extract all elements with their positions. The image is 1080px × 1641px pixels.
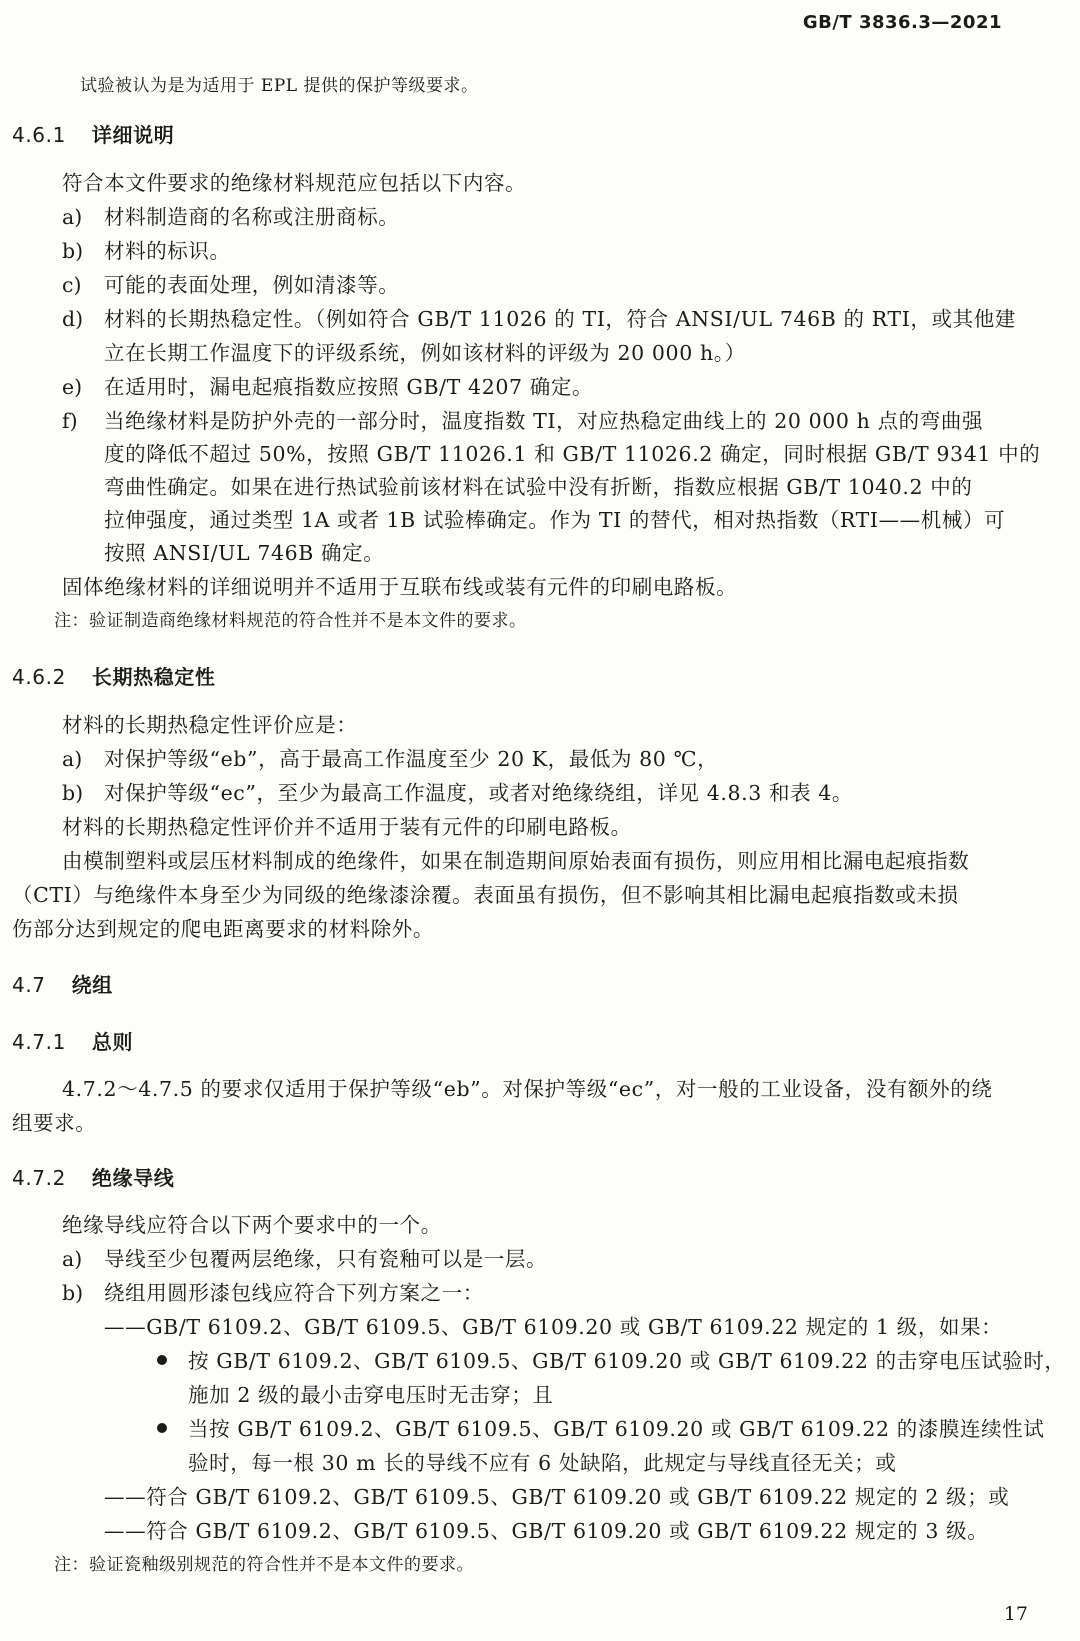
list-item: 材料的长期热稳定性。（例如符合 GB/T 11026 的 TI，符合 ANSI/UL 746B 的 RTI，或其他建	[104, 307, 1016, 331]
heading-4-7-2: 4.7.2 绝缘导线	[12, 1166, 175, 1190]
paragraph-continued: 伤部分达到规定的爬电距离要求的材料除外。	[12, 917, 434, 941]
note: 注：验证瓷釉级别规范的符合性并不是本文件的要求。	[54, 1555, 474, 1575]
heading-4-7-1: 4.7.1 总则	[12, 1030, 134, 1054]
heading-4-7: 4.7 绕组	[12, 973, 113, 997]
list-item-continued: 弯曲性确定。如果在进行热试验前该材料在试验中没有折断，指数应根据 GB/T 1040.2 中的	[104, 475, 973, 499]
bullet-dot-icon	[157, 1423, 167, 1433]
list-item: 绕组用圆形漆包线应符合下列方案之一：	[104, 1281, 484, 1305]
paragraph: 材料的长期热稳定性评价应是：	[62, 713, 358, 737]
list-item: 导线至少包覆两层绝缘，只有瓷釉可以是一层。	[104, 1247, 548, 1271]
list-item-continued: 度的降低不超过 50%，按照 GB/T 11026.1 和 GB/T 11026.2 确定，同时根据 GB/T 9341 中的	[104, 442, 1041, 466]
paragraph: 绝缘导线应符合以下两个要求中的一个。	[62, 1213, 442, 1237]
bullet-dot-icon	[157, 1355, 167, 1365]
intro-line: 试验被认为是为适用于 EPL 提供的保护等级要求。	[80, 76, 479, 96]
dash-item: ——符合 GB/T 6109.2、GB/T 6109.5、GB/T 6109.20 或 GB/T 6109.22 规定的 2 级；或	[104, 1485, 1010, 1509]
note: 注：验证制造商绝缘材料规范的符合性并不是本文件的要求。	[54, 611, 527, 631]
paragraph-continued: 组要求。	[12, 1111, 97, 1135]
paragraph: 由模制塑料或层压材料制成的绝缘件，如果在制造期间原始表面有损伤，则应用相比漏电起痕指数	[62, 849, 970, 873]
heading-4-6-2: 4.6.2 长期热稳定性	[12, 665, 216, 689]
list-label: a)	[62, 1247, 83, 1271]
page-number: 17	[1003, 1603, 1028, 1625]
paragraph: 材料的长期热稳定性评价并不适用于装有元件的印刷电路板。	[62, 815, 632, 839]
list-item: 材料的标识。	[104, 239, 231, 263]
list-item: 材料制造商的名称或注册商标。	[104, 205, 400, 229]
list-item: 对保护等级“ec”，至少为最高工作温度，或者对绝缘绕组，详见 4.8.3 和表 4。	[104, 781, 854, 805]
list-label: c)	[62, 273, 82, 297]
bullet-item: 按 GB/T 6109.2、GB/T 6109.5、GB/T 6109.20 或 GB/T 6109.22 的击穿电压试验时，	[188, 1349, 1066, 1373]
list-item-continued: 按照 ANSI/UL 746B 确定。	[104, 541, 385, 565]
list-item-continued: 立在长期工作温度下的评级系统，例如该材料的评级为 20 000 h。）	[104, 341, 746, 365]
list-label: d)	[62, 307, 84, 331]
paragraph-continued: （CTI）与绝缘件本身至少为同级的绝缘漆涂覆。表面虽有损伤，但不影响其相比漏电起痕指数或未损	[12, 883, 959, 907]
paragraph: 固体绝缘材料的详细说明并不适用于互联布线或装有元件的印刷电路板。	[62, 575, 738, 599]
list-item-continued: 拉伸强度，通过类型 1A 或者 1B 试验棒确定。作为 TI 的替代，相对热指数（RTI——机械）可	[104, 508, 1006, 532]
list-item: 当绝缘材料是防护外壳的一部分时，温度指数 TI，对应热稳定曲线上的 20 000 h 点的弯曲强	[104, 409, 984, 433]
bullet-item-continued: 验时，每一根 30 m 长的导线不应有 6 处缺陷，此规定与导线直径无关；或	[188, 1451, 897, 1475]
paragraph: 符合本文件要求的绝缘材料规范应包括以下内容。	[62, 171, 527, 195]
list-label: a)	[62, 747, 83, 771]
list-item: 在适用时，漏电起痕指数应按照 GB/T 4207 确定。	[104, 375, 594, 399]
bullet-item: 当按 GB/T 6109.2、GB/T 6109.5、GB/T 6109.20 或 GB/T 6109.22 的漆膜连续性试	[188, 1417, 1045, 1441]
heading-4-6-1: 4.6.1 详细说明	[12, 123, 175, 147]
bullet-item-continued: 施加 2 级的最小击穿电压时无击穿；且	[188, 1383, 554, 1407]
list-label: b)	[62, 781, 84, 805]
list-label: a)	[62, 205, 83, 229]
list-item: 对保护等级“eb”，高于最高工作温度至少 20 K，最低为 80 ℃，	[104, 747, 719, 771]
list-label: f)	[62, 409, 78, 433]
standard-number: GB/T 3836.3—2021	[802, 12, 1002, 33]
paragraph: 4.7.2～4.7.5 的要求仅适用于保护等级“eb”。对保护等级“ec”，对一般的工业设备，没有额外的绕	[62, 1077, 993, 1101]
list-label: b)	[62, 1281, 84, 1305]
dash-item: ——符合 GB/T 6109.2、GB/T 6109.5、GB/T 6109.20 或 GB/T 6109.22 规定的 3 级。	[104, 1519, 989, 1543]
dash-item: ——GB/T 6109.2、GB/T 6109.5、GB/T 6109.20 或 GB/T 6109.22 规定的 1 级，如果：	[104, 1315, 1003, 1339]
list-item: 可能的表面处理，例如清漆等。	[104, 273, 400, 297]
list-label: e)	[62, 375, 83, 399]
list-label: b)	[62, 239, 84, 263]
